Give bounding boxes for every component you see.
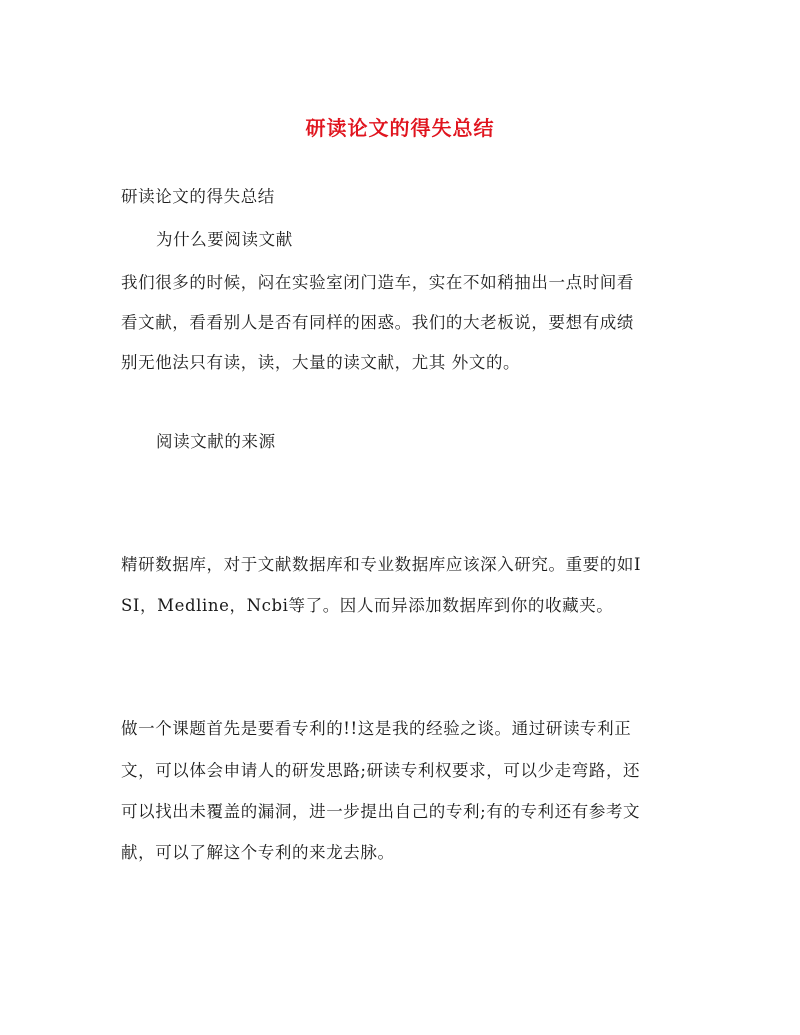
section-heading: 阅读文献的来源 xyxy=(156,432,276,451)
paragraph-line: SI，Medline，Ncbi等了。因人而异添加数据库到你的收藏夹。 xyxy=(121,596,614,615)
paragraph-line: 可以找出未覆盖的漏洞，进一步提出自己的专利;有的专利还有参考文 xyxy=(121,802,641,821)
document-title: 研读论文的得失总结 xyxy=(305,116,495,140)
paragraph-line: 做一个课题首先是要看专利的!!这是我的经验之谈。通过研读专利正 xyxy=(121,719,632,738)
paragraph-line: 别无他法只有读，读，大量的读文献，尤其 外文的。 xyxy=(121,353,521,372)
paragraph-line: 文，可以体会申请人的研发思路;研读专利权要求，可以少走弯路，还 xyxy=(121,761,641,780)
paragraph-line: 看文献，看看别人是否有同样的困惑。我们的大老板说，要想有成绩 xyxy=(121,313,634,332)
section-heading: 为什么要阅读文献 xyxy=(156,230,293,249)
paragraph-line: 我们很多的时候，闷在实验室闭门造车，实在不如稍抽出一点时间看 xyxy=(121,273,634,292)
paragraph-line: 精研数据库，对于文献数据库和专业数据库应该深入研究。重要的如I xyxy=(121,555,642,574)
paragraph-line: 献，可以了解这个专利的来龙去脉。 xyxy=(121,843,395,862)
paragraph-line: 研读论文的得失总结 xyxy=(121,187,275,206)
